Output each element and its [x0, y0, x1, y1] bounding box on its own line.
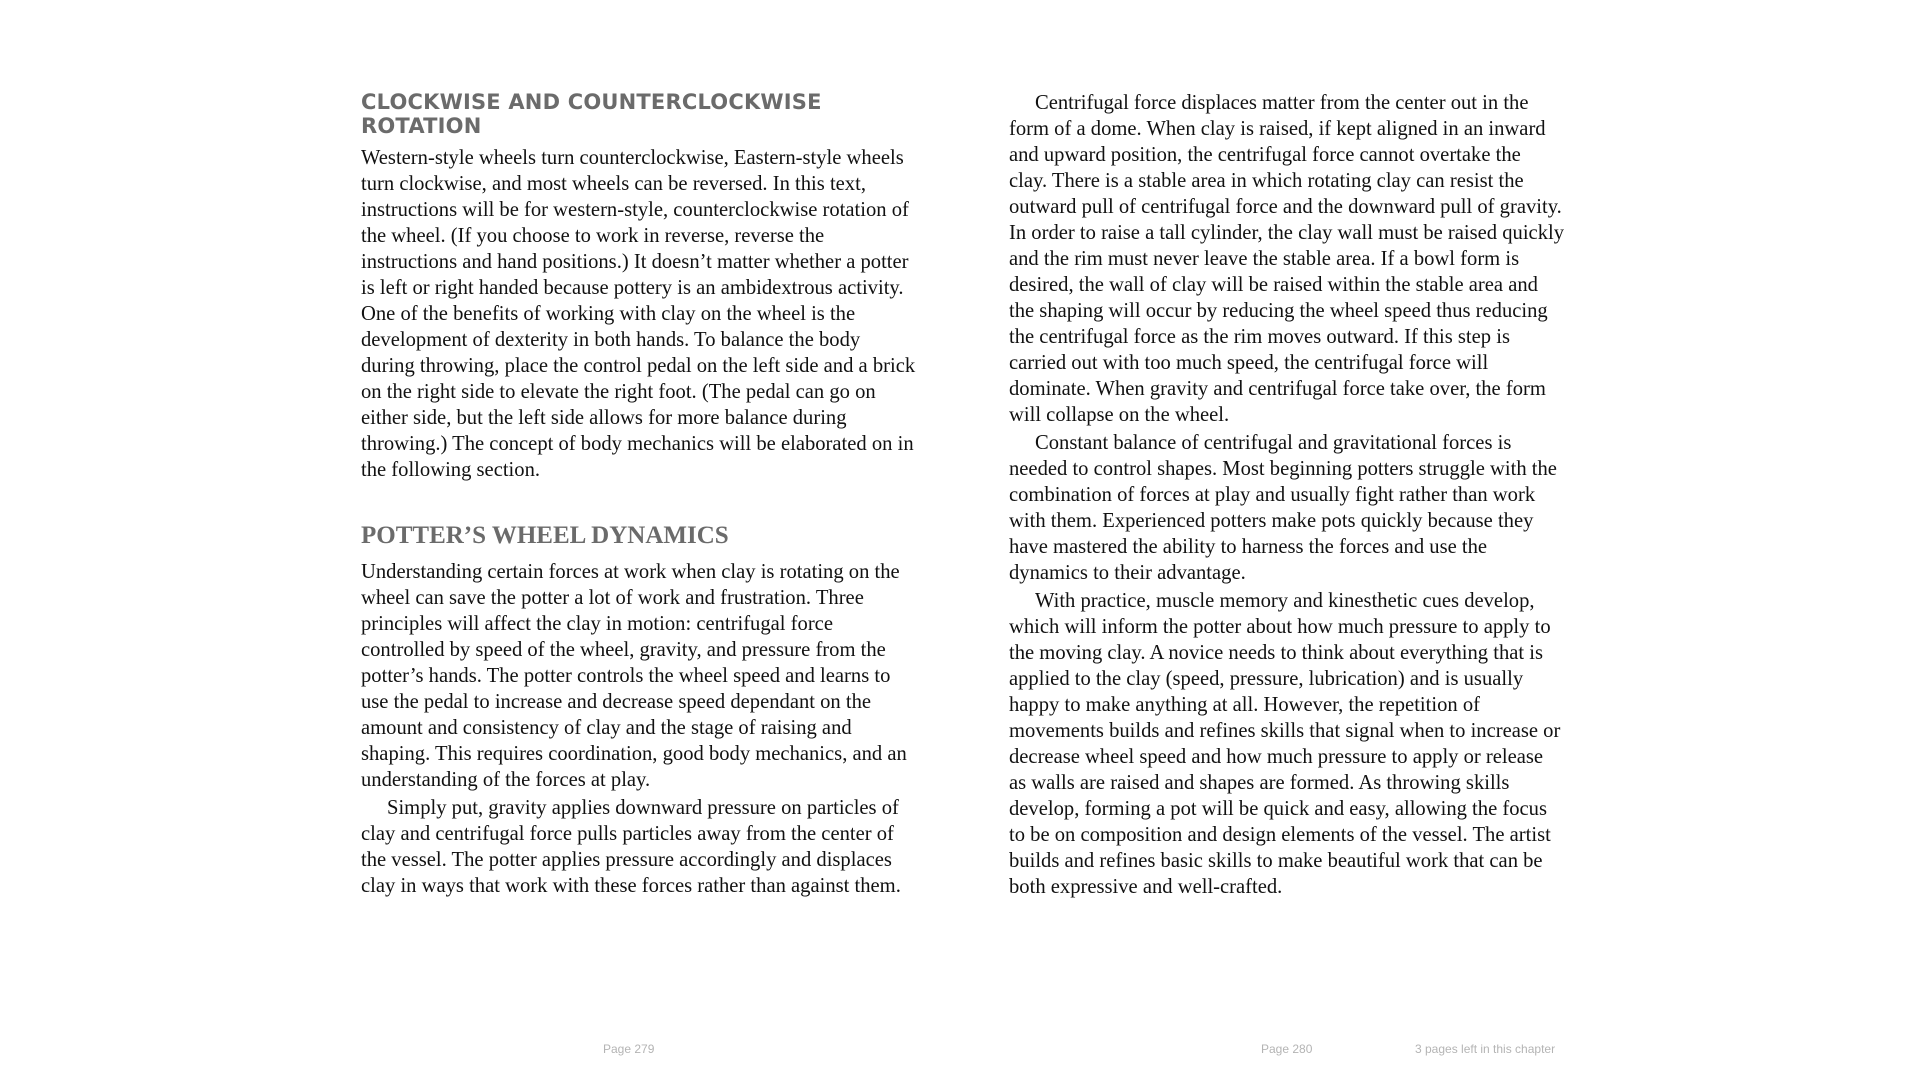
section-heading-dynamics: POTTER’S WHEEL DYNAMICS	[361, 522, 729, 549]
paragraph: With practice, muscle memory and kinesthetic cues develop, which will inform the potter about how much pressure to apply to the moving clay. A novice needs to think about everything that is applied to the clay (speed, pressure, lubrication) and is usually happy to make anything at all. However, the repetition of movements builds and refines skills that signal when to increase or decrease wheel speed and how much pressure to apply or release as walls are raised and shapes are formed. As throwing skills develop, forming a pot will be quick and easy, allowing the focus to be on composition and design elements of the vessel. The artist builds and refines basic skills to make beautiful work that can be both expressive and well-crafted.	[1009, 590, 1561, 898]
paragraph: Western-style wheels turn counterclockwise, Eastern-style wheels turn clockwise, and most wheels can be reversed. In this text, instructions will be for western-style, counterclockwise rotation of the wheel. (If you choose to work in reverse, reverse the instructions and hand positions.) It doesn’t matter whether a potter is left or right handed because pottery is an ambidextrous activity. One of the benefits of working with clay on the wheel is the development of dexterity in both hands. To balance the body during throwing, place the control pedal on the left side and a brick on the right side to elevate the right foot. (The pedal can go on either side, but the left side allows for more balance during throwing.) The concept of body mechanics will be elaborated on in the following section.	[361, 147, 916, 481]
page-number: Page 280	[1261, 1042, 1313, 1056]
page-number: Page 279	[603, 1042, 655, 1056]
paragraph: Constant balance of centrifugal and gravitational forces is needed to control shapes. Most beginning potters struggle with the combination of forces at play and usually fight rather than work with them. Experienced potters make pots quickly because they have mastered the ability to harness the forces and use the dynamics to their advantage.	[1009, 432, 1557, 584]
pages-left-indicator: 3 pages left in this chapter	[1415, 1042, 1556, 1056]
paragraph: Understanding certain forces at work when clay is rotating on the wheel can save the potter a lot of work and frustration. Three principles will affect the clay in motion: centrifugal force controlled by speed of the wheel, gravity, and pressure from the potter’s hands. The potter controls the wheel speed and learns to use the pedal to increase and decrease speed dependant on the amount and consistency of clay and the stage of raising and shaping. This requires coordination, good body mechanics, and an understanding of the forces at play.	[361, 561, 907, 791]
right-page[interactable]	[960, 0, 1920, 1080]
right-text-column	[1009, 90, 1564, 900]
section-heading-rotation: CLOCKWISE AND COUNTERCLOCKWISE ROTATION	[361, 90, 822, 138]
paragraph: Simply put, gravity applies downward pressure on particles of clay and centrifugal force pulls particles away from the center of the vessel. The potter applies pressure accordingly and displaces clay in ways that work with these forces rather than against them.	[361, 797, 901, 897]
left-text-column	[361, 90, 916, 899]
paragraph: Centrifugal force displaces matter from the center out in the form of a dome. When clay is raised, if kept aligned in an inward and upward position, the centrifugal force cannot overtake the clay. There is a stable area in which rotating clay can resist the outward pull of centrifugal force and the downward pull of gravity. In order to raise a tall cylinder, the clay wall must be raised quickly and the rim must never leave the stable area. If a bowl form is desired, the wall of clay will be raised within the stable area and the shaping will occur by reducing the wheel speed thus reducing the centrifugal force as the rim moves outward. If this step is carried out with too much speed, the centrifugal force will dominate. When gravity and centrifugal force take over, the form will collapse on the wheel.	[1009, 92, 1565, 426]
